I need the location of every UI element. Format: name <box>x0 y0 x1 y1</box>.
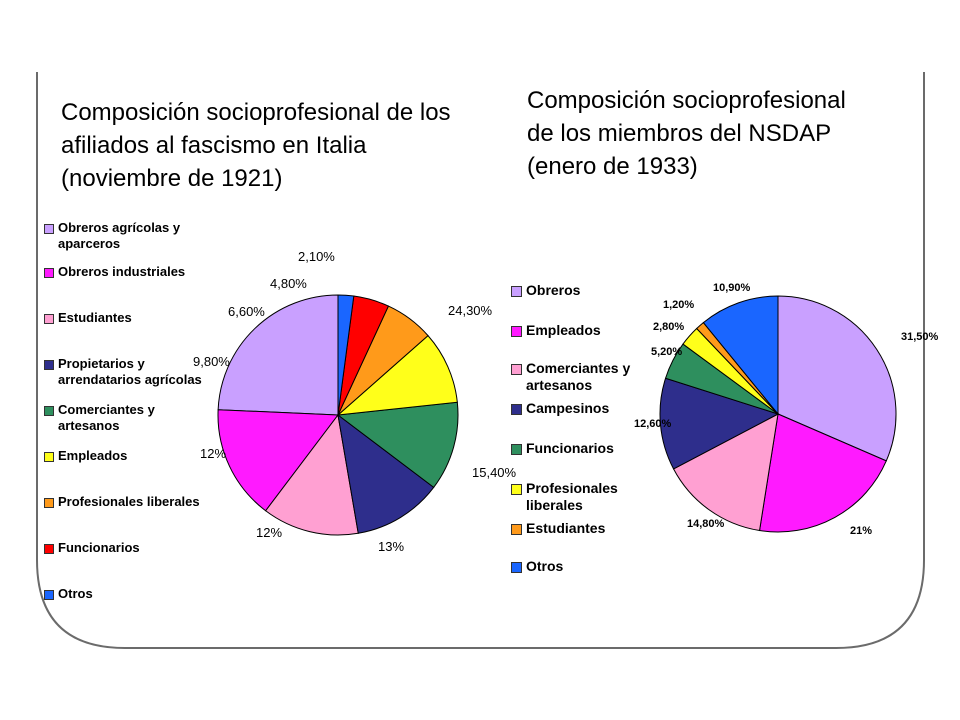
chart1-pie <box>193 249 517 554</box>
chart1-title-line: Composición socioprofesional de los <box>61 99 451 126</box>
legend-label-line: Obreros agrícolas y <box>58 220 181 235</box>
legend-label-line: Obreros <box>526 282 581 298</box>
legend-label-line: Comerciantes y <box>526 360 631 376</box>
legend-label-line: Otros <box>58 586 93 601</box>
legend-label-line: arrendatarios agrícolas <box>58 372 202 387</box>
legend-label-line: Profesionales liberales <box>58 494 200 509</box>
legend-label-line: Profesionales <box>526 480 618 496</box>
legend-label-line: Obreros industriales <box>58 264 186 279</box>
legend-label-line: artesanos <box>58 418 120 433</box>
chart1-data-label: 24,30% <box>448 303 493 318</box>
chart2-data-label: 12,60% <box>634 418 672 430</box>
legend-label-line: Propietarios y <box>58 356 145 371</box>
chart1-data-label: 6,60% <box>228 304 265 319</box>
legend-label-line: aparceros <box>58 236 121 251</box>
legend-label-line: Empleados <box>58 448 128 463</box>
legend-label-line: artesanos <box>526 377 593 393</box>
chart2-data-label: 1,20% <box>663 299 695 311</box>
legend-label-line: liberales <box>526 497 583 513</box>
legend-label-line: Estudiantes <box>58 310 132 325</box>
legend-label-line: Otros <box>526 558 564 574</box>
chart1-data-label: 9,80% <box>193 354 230 369</box>
legend-label-line: Funcionarios <box>58 540 140 555</box>
chart1-data-label: 2,10% <box>298 249 335 264</box>
chart1-title-line: afiliados al fascismo en Italia <box>61 132 367 159</box>
chart2-data-label: 10,90% <box>713 282 751 294</box>
chart1-title-line: (noviembre de 1921) <box>61 165 283 192</box>
chart2-pie <box>634 282 939 537</box>
chart2-data-label: 31,50% <box>901 331 939 343</box>
legend-label-line: Estudiantes <box>526 520 606 536</box>
chart1-data-label: 4,80% <box>270 276 307 291</box>
chart2-data-label: 2,80% <box>653 321 685 333</box>
chart2-data-label: 14,80% <box>687 518 725 530</box>
chart1-data-label: 12% <box>200 446 227 461</box>
chart2-data-label: 21% <box>850 525 873 537</box>
legend-label-line: Comerciantes y <box>58 402 155 417</box>
chart1-data-label: 12% <box>256 525 283 540</box>
legend-label-line: Empleados <box>526 322 601 338</box>
chart1-data-label: 15,40% <box>472 465 517 480</box>
chart2-title-line: Composición socioprofesional <box>527 87 846 114</box>
chart2-data-label: 5,20% <box>651 346 683 358</box>
chart2-title-line: de los miembros del NSDAP <box>527 120 832 147</box>
chart1-data-label: 13% <box>378 539 405 554</box>
chart2-title-line: (enero de 1933) <box>527 153 698 180</box>
legend-label-line: Campesinos <box>526 400 610 416</box>
legend-label-line: Funcionarios <box>526 440 614 456</box>
